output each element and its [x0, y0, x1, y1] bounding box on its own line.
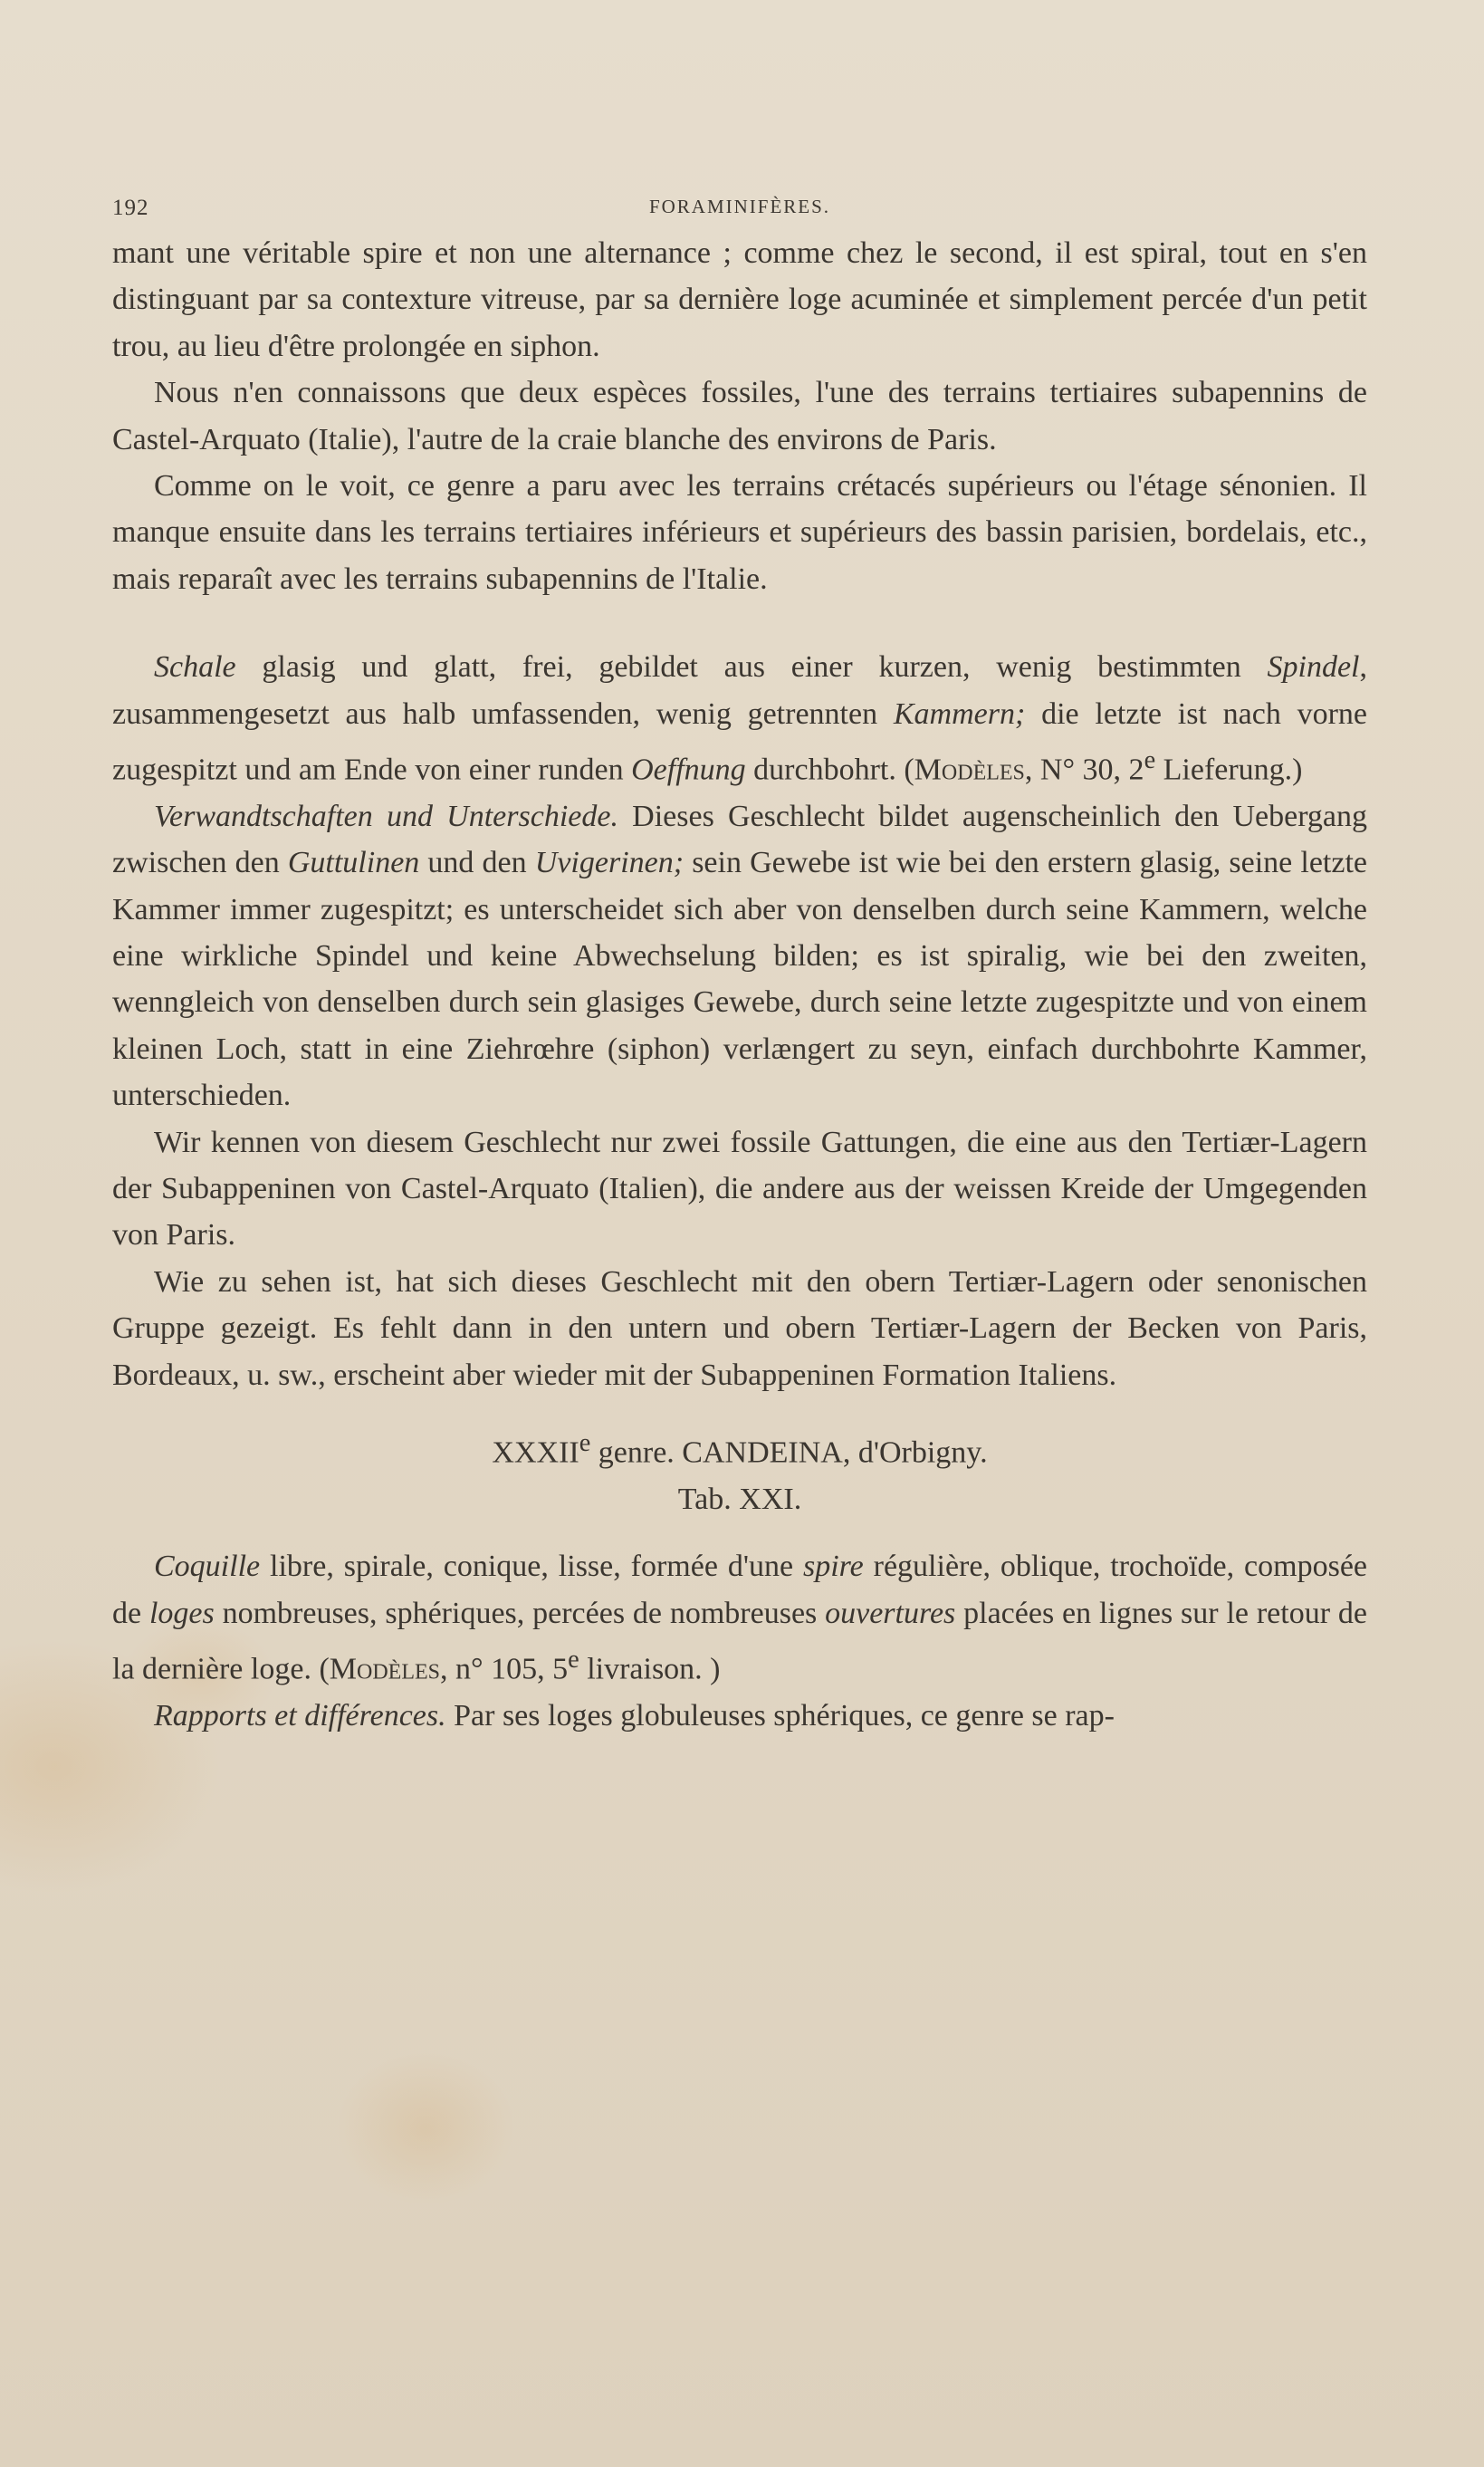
section-label-rapports: Rapports et différences. [154, 1698, 446, 1733]
text-span: , zusammengesetzt aus halb umfassenden, wenig getrennten [112, 650, 1367, 731]
text-span: die letzte ist nach vorne zugespitzt und am Ende von einer runden [112, 696, 1368, 787]
text-span: , n° 105, 5 [440, 1652, 569, 1686]
modeles-label: Modèles [329, 1652, 440, 1686]
superscript: e [568, 1646, 579, 1675]
french-paragraph-1: mant une véritable spire et non une alternance ; comme chez le second, il est spiral, tout en s'en distinguant par sa contexture vitreuse, par sa dernière loge acuminée et simplement percée d'un petit trou, au lieu d'être prolongée en siphon. [112, 236, 1367, 363]
running-head [112, 196, 1367, 230]
text-span: , N° 30, 2 [1024, 753, 1144, 787]
term-coquille: Coquille [154, 1550, 261, 1584]
term-kammern: Kammern; [893, 696, 1026, 731]
german-paragraph-3: Wir kennen von diesem Geschlecht nur zwei fossile Gattungen, die eine aus den Tertiær-Lagern der Subappeninen von Castel-Arquato (Italien), die andere aus der weissen Kreide der Umgegenden von Paris. [112, 1125, 1367, 1253]
text-span: livraison. ) [579, 1652, 721, 1686]
text-span: libre, spirale, conique, lisse, formée d'une [260, 1550, 803, 1584]
term-spire: spire [802, 1550, 864, 1584]
plate-reference: Tab. XXI. [677, 1483, 802, 1517]
french-paragraph-2: Nous n'en connaissons que deux espèces fossiles, l'une des terrains tertiaires subapennins de Castel-Arquato (Italie), l'autre de la craie blanche des environs de Paris. [112, 376, 1367, 456]
candeina-paragraph-2 [112, 1693, 1367, 1739]
section-gap [112, 602, 1367, 644]
term-oeffnung: Oeffnung [631, 753, 746, 787]
text-span: sein Gewebe ist wie bei den erstern glasig, seine letzte Kammer immer zugespitzt; es unterscheidet sich aber von denselben durch seine Kammern, welche eine wirkliche Spindel und keine Abwechselung bilden; es ist spiralig, wie bei den zweiten, wenngleich von denselben durch sein glasiges Gewebe, durch seine letzte zugespitzte und von einem kleinen Loch, statt in eine Ziehrœhre (siphon) verlængert zu seyn, einfach durchbohrte Kammer, unterschieden. [112, 846, 1368, 1113]
genre-title: genre. CANDEINA, d'Orbigny. [590, 1435, 988, 1470]
text-span: Dieses Geschlecht bildet augenscheinlich den Uebergang zwischen den [112, 799, 1367, 880]
text-span: Lieferung.) [1155, 753, 1303, 787]
candeina-paragraph-1 [112, 1543, 1367, 1693]
german-paragraph-1 [112, 644, 1367, 793]
modeles-label: Modèles [914, 753, 1025, 787]
text-span: glasig und glatt, frei, gebildet aus einer kurzen, wenig bestimmten [235, 650, 1268, 685]
text-span: nombreuses, sphériques, percées de nombreuses [214, 1596, 826, 1630]
term-schale: Schale [154, 650, 236, 685]
german-paragraph-2 [112, 793, 1367, 1119]
superscript: e [1144, 746, 1156, 775]
superscript: e [579, 1429, 591, 1458]
term-loges: loges [148, 1596, 215, 1630]
text-span: régulière, oblique, trochoïde, composée de [112, 1550, 1368, 1630]
text-span: placées en lignes sur le retour de la dernière loge. ( [112, 1596, 1367, 1686]
term-guttulinen: Guttulinen [287, 846, 420, 880]
german-paragraph-4: Wie zu sehen ist, hat sich dieses Geschlecht mit den obern Tertiær-Lagern oder senonischen Gruppe gezeigt. Es fehlt dann in den untern und obern Tertiær-Lagern der Becken von Paris, Bordeaux, u. sw., erscheint aber wieder mit der Subappeninen Formation Italiens. [112, 1264, 1367, 1392]
term-ouvertures: ouvertures [825, 1596, 956, 1630]
text-span: und den [419, 846, 535, 880]
term-uvigerinen: Uvigerinen; [534, 846, 685, 880]
page-number: 192 [112, 196, 149, 220]
text-span: durchbohrt. ( [745, 753, 914, 787]
running-title: FORAMINIFÈRES. [648, 196, 831, 217]
text-span: Par ses loges globuleuses sphériques, ce genre se rap- [445, 1698, 1115, 1733]
section-label-verwandtschaften: Verwandtschaften und Unterschiede. [154, 799, 618, 833]
section-gap [112, 1523, 1367, 1543]
genre-heading [112, 1420, 1367, 1476]
term-spindel: Spindel [1267, 650, 1360, 685]
french-paragraph-3: Comme on le voit, ce genre a paru avec les terrains crétacés supérieurs ou l'étage sénonien. Il manque ensuite dans les terrains tertiaires inférieurs et supérieurs des bassin parisien, bordelais, etc., mais reparaît avec les terrains subapennins de l'Italie. [112, 469, 1367, 596]
genre-number: XXXII [492, 1435, 579, 1470]
page-content [112, 196, 1367, 1739]
